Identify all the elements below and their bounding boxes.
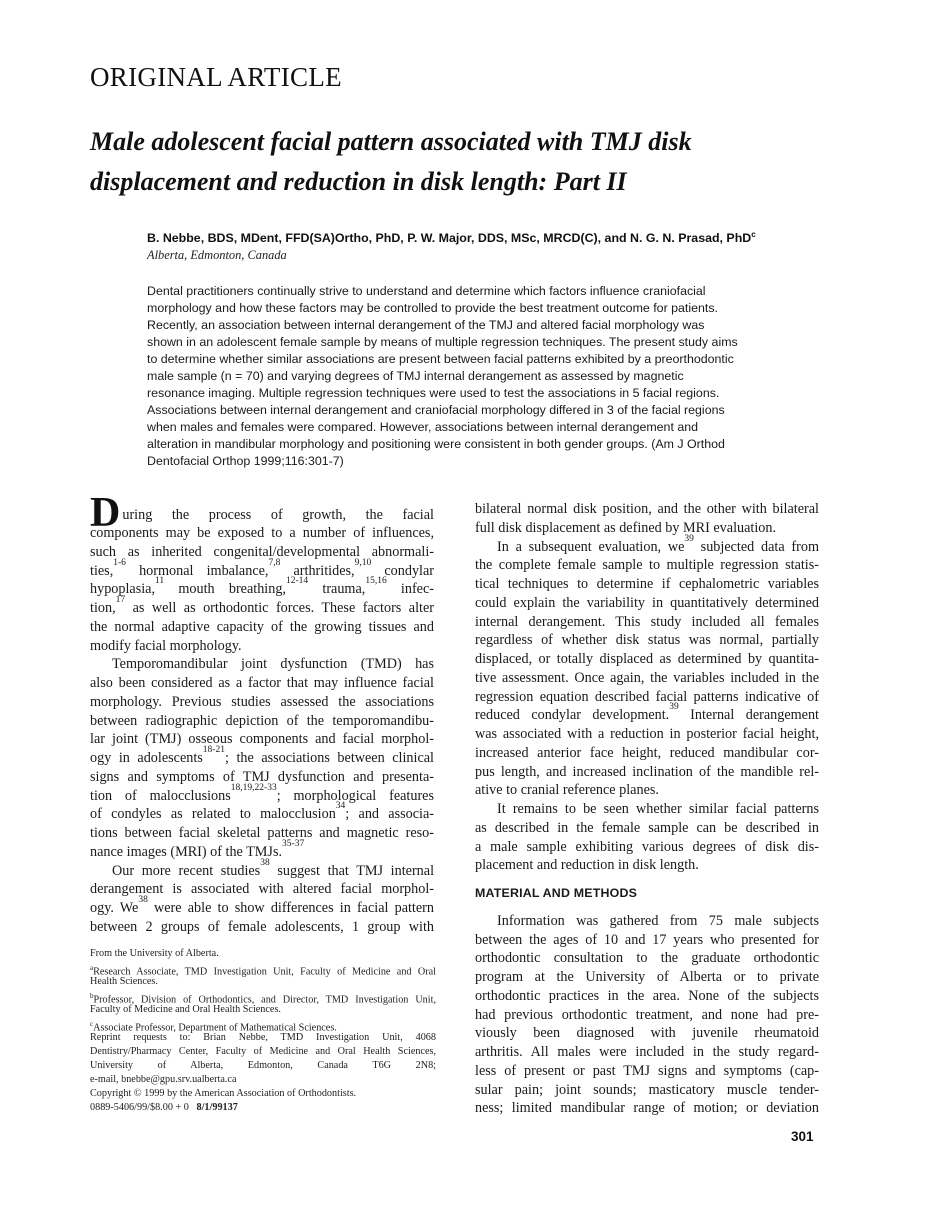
footnote-marker: c: [90, 1020, 94, 1028]
author-affiliation: Alberta, Edmonton, Canada: [147, 248, 287, 262]
citation-superscript: 9,10: [354, 557, 372, 568]
text-line: between radiographic depiction of the temporomandibu-: [90, 712, 434, 729]
citation-superscript: 39: [669, 702, 679, 713]
section-label: ORIGINAL ARTICLE: [90, 62, 342, 92]
author-list: [147, 231, 756, 245]
text-line: ative to cranial reference planes.: [475, 782, 659, 799]
citation-superscript: 34: [335, 801, 346, 812]
first-line-text: uring the process of growth, the facial: [122, 507, 434, 523]
abstract-line: Associations between internal derangement and craniofacial morphology differed in 3 of the facial regions: [147, 403, 725, 417]
abstract-line: Dentofacial Orthop 1999;116:301-7): [147, 454, 344, 468]
text-line: components may be exposed to a number of influences,: [90, 525, 434, 541]
abstract-line: morphology and how these factors may be controlled to provide the best treatment outcome for patients.: [147, 301, 718, 315]
text-line: hypoplasia,$^{11}$ mouth breathing,$^{12-14}$ trauma,$^{15,16}$ infec-: [90, 576, 434, 598]
text-line: as described in the female sample can be described in: [475, 819, 819, 836]
text-line: ogy in adolescents$^{18-21}$; the associations between clinical: [90, 745, 434, 766]
text-line: lar joint (TMJ) osseous components and facial morphol-: [90, 731, 434, 748]
footnote-line: Reprint requests to: Brian Nebbe, TMD Investigation Unit, 4068: [90, 1032, 436, 1043]
text-line: reduced condylar development.$^{39}$ Internal derangement: [475, 702, 819, 724]
text-line: a male sample exhibiting various degrees of disk dis-: [475, 838, 819, 855]
footnote-line: $^b$Professor, Division of Orthodontics, and Director, TMD Investigation Unit,: [90, 992, 436, 1006]
text-line: orthodontic consultation to the graduate orthodontic: [475, 950, 819, 967]
citation-superscript: 38: [260, 857, 270, 868]
text-line: pus length, and increased inclination of the mandible rel-: [475, 763, 819, 780]
text-line: displaced, or totally displaced as determined by quantita-: [475, 651, 819, 667]
text-line: internal derangement. This study included all females: [475, 613, 819, 630]
article-title: [90, 122, 850, 202]
text-line: the normal adaptive capacity of the growing tissues and: [90, 618, 434, 635]
text-line: less of present or past TMJ signs and symptoms (cap-: [475, 1062, 819, 1079]
text-line: tions between facial skeletal patterns and magnetic reso-: [90, 825, 434, 841]
abstract-line: male sample (n = 70) and varying degrees of TMJ internal derangement as assessed by magnetic: [147, 369, 684, 383]
abstract-line: resonance imaging. Multiple regression techniques were used to test the associations in 5 facial regions.: [147, 386, 720, 400]
footnote-line: 0889-5406/99/$8.00 + 0 8/1/99137: [90, 1102, 238, 1113]
text-line: Our more recent studies$^{38}$ suggest that TMJ internal: [112, 857, 435, 879]
text-line: program at the University of Alberta or to private: [475, 969, 819, 985]
text-line: was associated with a reduction in posterior facial height,: [475, 726, 819, 742]
footnotes: [90, 947, 436, 1115]
text-line: In a subsequent evaluation, we$^{39}$ subjected data from: [497, 533, 819, 555]
left-column: [90, 488, 434, 937]
text-line: nance images (MRI) of the TMJs.$^{35-37}$: [90, 838, 305, 860]
footnote-line: University of Alberta, Edmonton, Canada T6G 2N8;: [90, 1060, 436, 1071]
text-line: orthodontic practices in the area. None of the subjects: [475, 987, 819, 1004]
text-line: sular pain; joint sounds; masticatory muscle tender-: [475, 1081, 819, 1098]
title-line: displacement and reduction in disk length: Part II: [90, 167, 627, 196]
footnote-marker: a: [90, 964, 94, 972]
footnote-line: From the University of Alberta.: [90, 948, 219, 959]
section-heading: MATERIAL AND METHODS: [475, 886, 638, 900]
citation-superscript: 18,19,22-33: [230, 782, 277, 793]
citation-superscript: 7,8: [268, 557, 281, 568]
text-line: tion,$^{17}$ as well as orthodontic forces. These factors alter: [90, 595, 434, 616]
text-line: regardless of whether disk status was normal, partially: [475, 632, 819, 649]
text-line: ties,$^{1-6}$ hormonal imbalance,$^{7,8}$ arthritides,$^{9,10}$ condylar: [90, 557, 434, 579]
text-line: could explain the variability in quantitatively determined: [475, 594, 819, 611]
text-line: arthritis. All males were included in the study regard-: [475, 1044, 819, 1060]
abstract-line: alteration in mandibular morphology and positioning were consistent in both gender groups. (Am J Orthod: [147, 437, 725, 451]
text-line: ness; limited mandibular range of motion; or deviation: [475, 1100, 819, 1117]
text-line: also been considered as a factor that may influence facial: [90, 675, 434, 691]
citation-superscript: 39: [684, 533, 694, 544]
citation-superscript: 12-14: [285, 576, 309, 587]
text-line: Temporomandibular joint dysfunction (TMD) has: [112, 656, 434, 673]
footnote-line: Faculty of Medicine and Oral Health Sciences.: [90, 1004, 281, 1015]
citation-superscript: 11: [155, 576, 165, 587]
title-line: Male adolescent facial pattern associated with TMJ disk: [90, 127, 692, 156]
text-line: increased anterior face height, reduced mandibular cor-: [475, 744, 819, 761]
text-line: Information was gathered from 75 male subjects: [497, 912, 819, 929]
text-line: full disk displacement as defined by MRI evaluation.: [475, 519, 777, 536]
text-line: regression equation described facial patterns indicative of: [475, 688, 819, 705]
text-line: derangement is associated with altered facial morphol-: [90, 881, 434, 898]
text-line: between 2 groups of female adolescents, 1 group with: [90, 918, 434, 935]
right-column: [475, 500, 819, 1118]
citation-superscript: 38: [138, 895, 148, 905]
footnote-line: Health Sciences.: [90, 976, 158, 987]
text-line: between the ages of 10 and 17 years who presented for: [475, 931, 819, 948]
abstract-line: when males and females were compared. However, associations between internal derangement and: [147, 420, 699, 434]
abstract-line: Dental practitioners continually strive to understand and determine which factors influence craniofacial: [147, 284, 706, 298]
footnote-line: Copyright © 1999 by the American Association of Orthodontists.: [90, 1088, 357, 1099]
citation-superscript: 35-37: [282, 838, 305, 849]
citation-superscript: 15,16: [365, 576, 387, 587]
abstract-line: to determine whether similar associations are present between facial patterns exhibited by a preorthodontic: [147, 352, 734, 366]
text-line: the complete female sample to multiple regression statis-: [475, 557, 819, 574]
author-names: B. Nebbe, BDS, MDent, FFD(SA)Ortho, PhD, P. W. Major, DDS, MSc, MRCD(C), and N. G. N. Prasad, PhD: [147, 231, 752, 245]
text-line: placement and reduction in disk length.: [475, 857, 699, 874]
footnote-line: $^c$Associate Professor, Department of Mathematical Sciences.: [90, 1020, 337, 1034]
text-line: viously been diagnosed with juvenile rheumatoid: [475, 1025, 819, 1042]
text-line: tion of malocclusions$^{18,19,22-33}$; morphological features: [90, 782, 434, 804]
text-line: bilateral normal disk position, and the other with bilateral: [475, 501, 819, 517]
abstract: [147, 283, 827, 470]
footnote-line: e-mail, bnebbe@gpu.srv.ualberta.ca: [90, 1074, 237, 1085]
abstract-line: shown in an adolescent female sample by means of multiple regression techniques. The present study aims: [147, 335, 738, 349]
text-line: had previous orthodontic treatment, and none had pre-: [475, 1006, 819, 1023]
footnote-line: $^a$Research Associate, TMD Investigation Unit, Faculty of Medicine and Oral: [90, 964, 436, 978]
footnote-line: Dentistry/Pharmacy Center, Faculty of Medicine and Oral Health Sciences,: [90, 1046, 436, 1057]
text-line: signs and symptoms of TMJ dysfunction and presenta-: [90, 768, 434, 785]
text-line: morphology. Previous studies assessed the associations: [90, 693, 434, 710]
text-line: modify facial morphology.: [90, 637, 242, 654]
footnote-marker: b: [90, 992, 94, 1000]
text-line: tive assessment. Once again, the variables included in the: [475, 669, 819, 686]
text-line: such as inherited congenital/developmental abnormali-: [90, 543, 434, 560]
text-line: ogy. We$^{38}$ were able to show differences in facial pattern: [90, 895, 434, 916]
citation-superscript: 17: [115, 595, 126, 605]
citation-superscript: 1-6: [113, 557, 126, 568]
text-line: of condyles as related to malocclusion$^{34}$; and associa-: [90, 801, 434, 823]
abstract-line: Recently, an association between internal derangement of the TMJ and altered facial morphology was: [147, 318, 705, 332]
drop-cap: D: [90, 490, 121, 536]
author-superscript: c: [751, 230, 756, 239]
manuscript-id: 8/1/99137: [188, 1102, 238, 1113]
text-line: tical techniques to determine if cephalometric variables: [475, 576, 819, 592]
text-line: It remains to be seen whether similar facial patterns: [497, 801, 819, 817]
page-number: 301: [791, 1129, 814, 1144]
citation-superscript: 18-21: [202, 745, 225, 755]
